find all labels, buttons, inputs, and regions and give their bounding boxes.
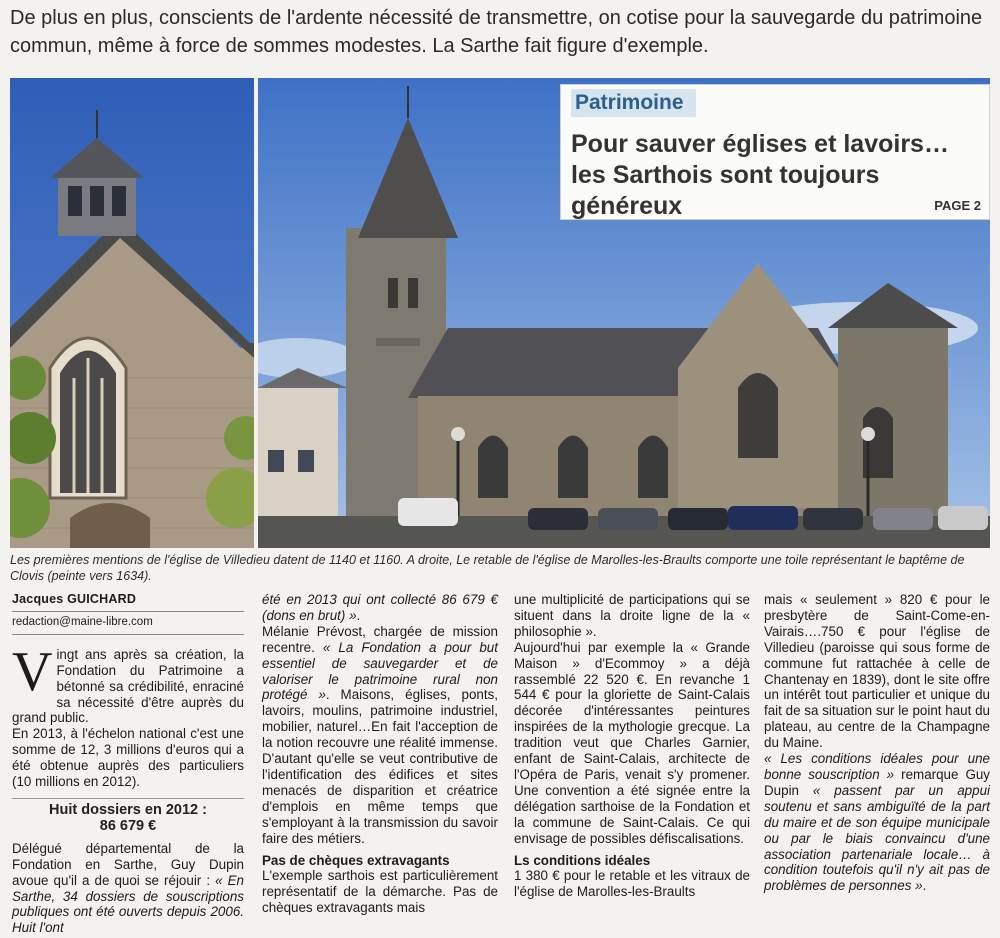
drop-cap: V	[12, 640, 53, 703]
villedieu-church-photo	[10, 78, 254, 548]
paragraph: En 2013, à l'échelon national c'est une somme de 12, 3 millions d'euros qui a été obtenue auprès des particuliers (10 millions en 2012).	[12, 726, 244, 790]
paragraph: « Les conditions idéales pour une bonne souscription » remarque Guy Dupin « passent par un appui soutenu et sans ambiguïté de la part du maire et de son équipe municipale ou par le biais convaincu d'une association partenariale locale… à condition toutefois qu'il n'y ait pas de problèmes de personnes ».	[764, 751, 991, 894]
paragraph: L'exemple sarthois est particulièrement représentatif de la démarche. Pas de chèques extravagants mais	[262, 868, 498, 916]
author-email[interactable]: redaction@maine-libre.com	[12, 611, 244, 635]
intro-text: De plus en plus, conscients de l'ardente nécessité de transmettre, on cotise pour la sauvegarde du patrimoine commun, même à force de sommes modestes. La Sarthe fait figure d'exemple.	[10, 7, 983, 57]
author-name: Jacques GUICHARD	[12, 592, 137, 606]
paragraph: Délégué départemental de la Fondation en Sarthe, Guy Dupin avoue qu'il a de quoi se réjouir : « En Sarthe, 34 dossiers de souscriptions publiques ont été ouverts depuis 2006. Huit l'ont	[12, 840, 244, 936]
paragraph: mais « seulement » 820 € pour le presbytère de Saint-Come-en-Vairais….750 € pour l'église de Villedieu (paroisse qui sous forme de commune fut rattachée à celle de Chantenay en 1839), dont le site offre un intérêt tout particulier et unique du fait de sa situation sur le point haut du plateau, au centre de la Champagne du Maine.	[764, 592, 990, 751]
page-reference: PAGE 2	[934, 198, 981, 213]
paragraph: une multiplicité de participations qui se situent dans la droite ligne de la « philosophie ».	[514, 592, 750, 639]
article-column-1	[12, 592, 244, 936]
article-column-3	[514, 592, 750, 900]
article-column-4	[764, 592, 990, 894]
photo-caption: Les premières mentions de l'église de Villedieu datent de 1140 et 1160. A droite, Le retable de l'église de Marolles-les-Braults comporte une toile représentant le baptême de Clovis (peinte vers 1634).	[10, 553, 965, 583]
subheading: Huit dossiers en 2012 : 86 679 €	[12, 798, 244, 835]
article-title-box	[560, 84, 990, 220]
column-subheading: Ls conditions idéales	[514, 852, 651, 868]
article-headline: Pour sauver églises et lavoirs… les Sarthois sont toujours généreux	[571, 130, 949, 220]
lead-paragraph: Vingt ans après sa création, la Fondation du Patrimoine a bétonné sa crédibilité, enraciné sa nécessité d'être auprès du grand public.	[12, 640, 244, 726]
paragraph: été en 2013 qui ont collecté 86 679 € (dons en brut) ».	[262, 592, 498, 623]
paragraph: Aujourd'hui par exemple la « Grande Maison » d'Ecommoy » a déjà rassemblé 22 520 €. En revanche 1 544 € pour la gloriette de Saint-Calais décorée d'intéressantes peintures inspirées de la mythologie grecque. La tradition veut que Charles Garnier, enfant de Saint-Calais, architecte de l'Opéra de Paris, venait s'y promener. Une convention a été signée entre la délégation sarthoise de la Fondation et la commune de Saint-Calais. Ce qui envisage de possibles défiscalisations.	[514, 639, 750, 846]
paragraph: Mélanie Prévost, chargée de mission recentre. « La Fondation a pour but essentiel de sauvegarder et de valoriser le patrimoine rural non protégé ». Maisons, églises, ponts, lavoirs, moulins, patrimoine industriel, mobilier, naturel…En fait l'acception de la notion recouvre une réalité immense. D'autant qu'elle se veut contributive de l'identification des édifices et sites menacés de disparition et créatrice d'emplois en même temps que s'employant à la transmission du savoir faire des métiers.	[262, 623, 498, 846]
column-subheading: Pas de chèques extravagants	[262, 852, 450, 868]
section-kicker: Patrimoine	[571, 89, 696, 117]
article-column-2	[262, 592, 498, 916]
paragraph: 1 380 € pour le retable et les vitraux de l'église de Marolles-les-Braults	[514, 868, 750, 900]
